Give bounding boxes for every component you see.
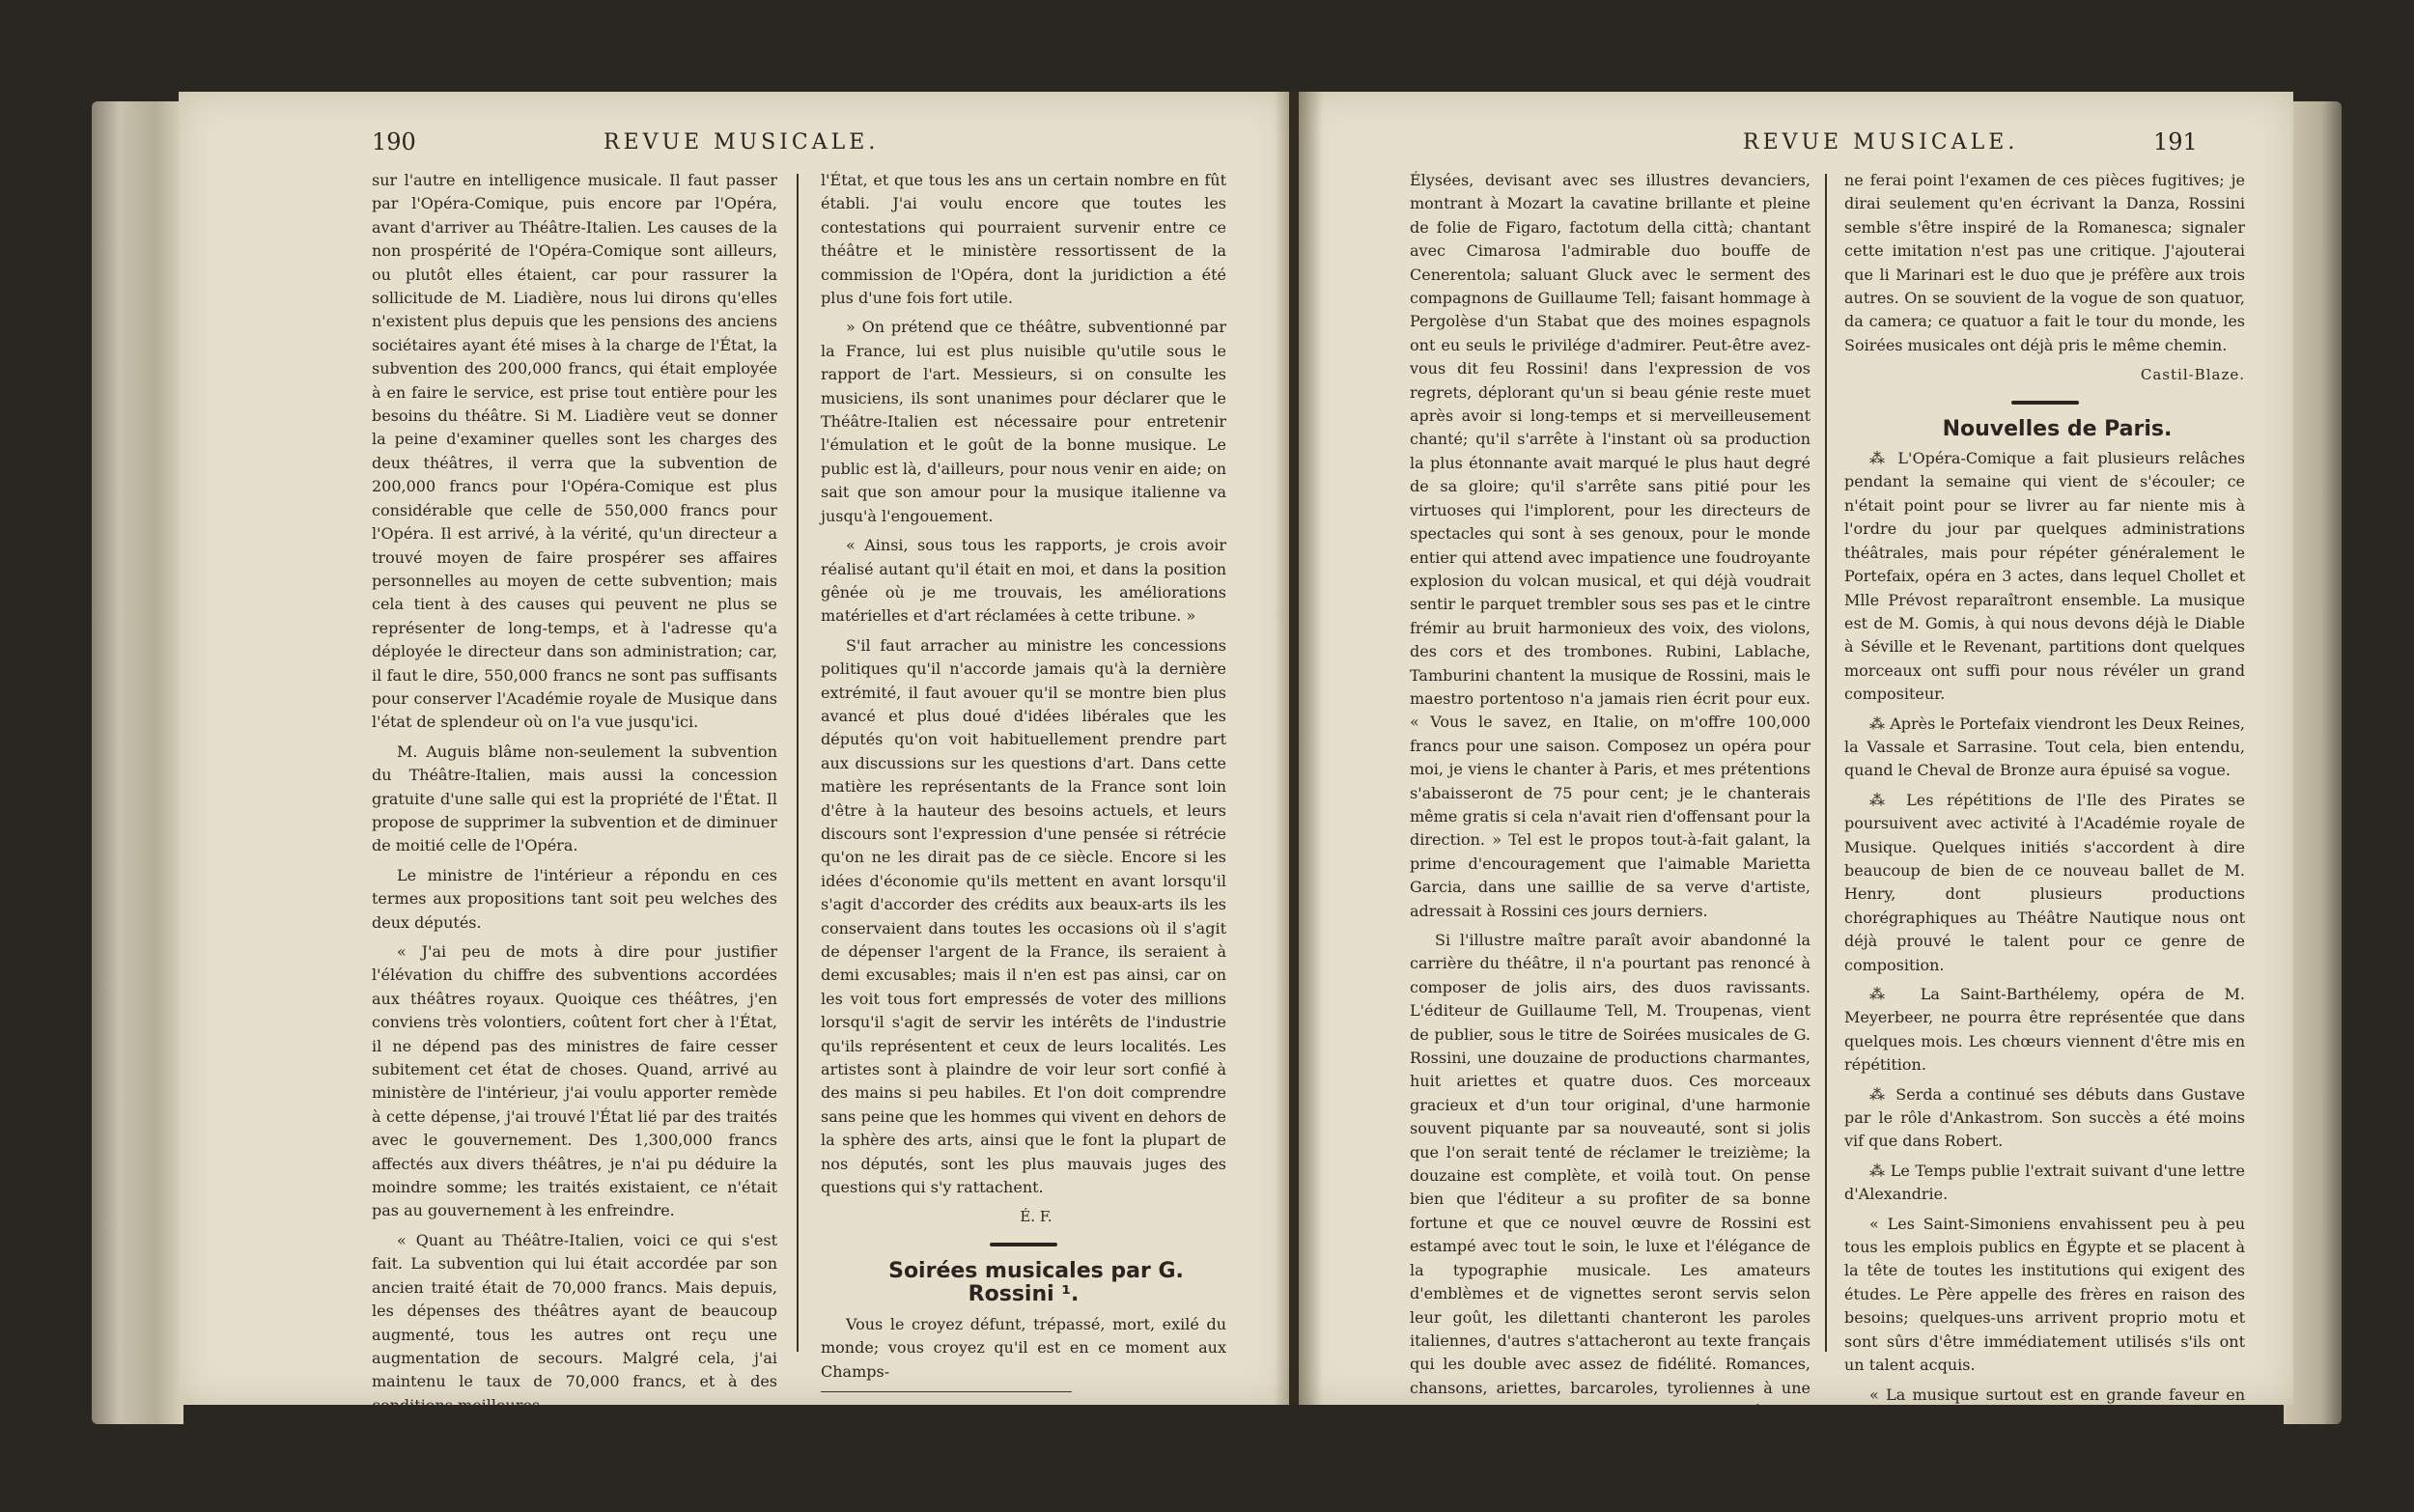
left-column-2 bbox=[821, 169, 1226, 1512]
paragraph: « J'ai peu de mots à dire pour justifier l'élévation du chiffre des subventions accordées aux théâtres royaux. Quoique ces théâtres, j'en conviens très volontiers, coûtent fort cher à l'État, il ne dépend pas des ministres de faire cesser subitement cet état de choses. Quand, arrivé au ministère de l'intérieur, j'ai voulu apporter remède à cette dépense, j'ai trouvé l'État lié par des traités avec le gouvernement. Des 1,300,000 francs affectés aux divers théâtres, je n'ai pu déduire la moindre somme; les traités existaient, ce n'était pas au gouvernement à les enfreindre. bbox=[372, 942, 777, 1220]
paragraph: « Ainsi, sous tous les rapports, je crois avoir réalisé autant qu'il était en moi, et dans la position gênée où je me trouvais, les améliorations matérielles et d'art réclamées à cette tribune. » bbox=[821, 536, 1226, 626]
news-item: ⁂ L'Opéra-Comique a fait plusieurs relâches pendant la semaine qui vient de s'écouler; ce n'était point pour se livrer au far niente mis à l'ordre du jour par quelques administrations théâtrales, mais pour répéter généralement le Portefaix, opéra en 3 actes, dans lequel Chollet et Mlle Prévost reparaîtront ensemble. La musique est de M. Gomis, à qui nous devons déjà le Diable à Séville et le Revenant, partitions dont quelques morceaux ont suffi pour nous révéler un grand compositeur. bbox=[1844, 449, 2245, 704]
news-item: « Les Saint-Simoniens envahissent peu à peu tous les emplois publics en Égypte et se placent à la tête de toutes les institutions qui exigent des études. Le Père appelle des frères en raison des besoins; quelques-uns arrivent proprio motu et sont sûrs d'être immédiatement utilisés s'ils ont un talent acquis. bbox=[1844, 1214, 2245, 1375]
footnotes bbox=[821, 1402, 1226, 1510]
signature: Castil-Blaze. bbox=[2140, 366, 2245, 384]
page-number: 190 bbox=[372, 128, 416, 155]
separator-ornament bbox=[990, 1243, 1057, 1246]
page-number: 191 bbox=[2153, 128, 2198, 155]
news-item: ⁂ Après le Portefaix viendront les Deux Reines, la Vassale et Sarrasine. Tout cela, bien entendu, quand le Cheval de Bronze aura épuisé sa vogue. bbox=[1844, 714, 2245, 780]
paragraph: Vous le croyez défunt, trépassé, mort, exilé du monde; vous croyez qu'il est en ce moment aux Champs- bbox=[821, 1314, 1226, 1381]
news-item: ⁂ Le Temps publie l'extrait suivant d'une lettre d'Alexandrie. bbox=[1844, 1161, 2245, 1204]
column-rule bbox=[1825, 174, 1827, 1352]
paragraph: « Quant au Théâtre-Italien, voici ce qui s'est fait. La subvention qui lui était accordée par son ancien traité était de 70,000 francs. Mais depuis, les dépenses des théâtres ayant de beaucoup augmenté, tous les autres ont reçu une augmentation de secours. Malgré cela, j'ai maintenu le taux de 70,000 francs, et à des conditions meilleures. bbox=[372, 1230, 777, 1414]
left-column-1 bbox=[372, 169, 777, 1499]
column-rule bbox=[797, 174, 799, 1352]
open-book bbox=[92, 92, 2342, 1506]
paragraph: » On prétend que ce théâtre, subventionné par la France, lui est plus nuisible qu'utile sous le rapport de l'art. Messieurs, si on consulte les musiciens, ils sont unanimes pour déclarer que le Théâtre-Italien est nécessaire pour entretenir l'émulation et le goût de la bonne musique. Le public est là, d'ailleurs, pour nous venir en aide; on sait que son amour pour la musique italienne va jusqu'à l'engouement. bbox=[821, 318, 1226, 525]
right-column-2 bbox=[1844, 169, 2245, 1483]
paragraph: « Autrefois les décorations étaient la propriété du directeur; j'ai exigé qu'elles devinssent la propriété de bbox=[372, 1425, 777, 1491]
page-edges-left bbox=[92, 101, 183, 1424]
news-item: « La musique surtout est en grande faveur en Égypte, grace aux nouveaux apôtres. Presque tous les soirs, au Caire, il y a grande soirée musicale chez Mme Clorinde bbox=[1844, 1385, 2245, 1474]
paragraph: Si l'illustre maître paraît avoir abandonné la carrière du théâtre, il n'a pourtant pas renoncé à composer de jolis airs, des duos ravissants. L'éditeur de Guillaume Tell, M. Troupenas, vient de publier, sous le titre de Soirées musicales de G. Rossini, une douzaine de productions charmantes, huit ariettes et quatre duos. Ces morceaux gracieux et d'un tour original, d'une harmonie souvent piquante par sa nouveauté, sont si jolis que l'on serait tenté de réclamer le treizième; la douzaine est complète, et voilà tout. On pense bien que l'éditeur a su profiter de sa bonne fortune et que ce nouvel œuvre de Rossini est estampé avec tout le soin, le luxe et l'élégance de la typographie musicale. Les amateurs d'emblèmes et de vignettes seront servis selon leur goût, les dilettanti chanteront les paroles italiennes, d'autres s'attacheront au texte français qui les double avec assez de fidélité. Romances, chansons, ariettes, barcaroles, tyroliennes à une ou deux voix, tels sont les sujets variés que l'auteur a traités avec la supériorité de son talent et la vivacité de son imagination toujours jeune et féconde. Je bbox=[1410, 931, 1810, 1492]
left-page bbox=[179, 92, 1289, 1506]
paragraph: Élysées, devisant avec ses illustres devanciers, montrant à Mozart la cavatine brillante et pleine de folie de Figaro, factotum della città; chantant avec Cimarosa l'admirable duo bouffe de Cenerentola; saluant Gluck avec le serment des compagnons de Guillaume Tell; faisant hommage à Pergolèse d'un Stabat que des moines espagnols ont eu seuls le privilége d'admirer. Peut-être avez-vous dit feu Rossini! dans l'expression de vos regrets, déplorant qu'un si beau génie reste muet après avoir si long-temps et si merveilleusement chanté; qu'il s'arrête à l'instant où sa production la plus étonnante avait marqué le plus haut degré de sa gloire; qu'il s'arrête sans pitié pour les virtuoses qui l'implorent, pour les directeurs de spectacles qui sont à ses genoux, pour le monde entier qui attend avec impatience une foudroyante explosion du volcan musical, et qui déjà voudrait sentir le parquet trembler sous ses pas et le cintre frémir au bruit harmonieux des voix, des violons, des cors et des trombones. Rubini, Lablache, Tamburini chantent la musique de Rossini, mais le maestro portentoso n'a jamais rien écrit pour eux. « Vous le savez, en Italie, on m'offre 100,000 francs pour une saison. Composez un opéra pour moi, je viens le chanter à Paris, et mes prétentions s'abaisseront de 75 pour cent; je le chanterais même gratis si cela n'avait rien d'offensant pour la direction. » Tel est le propos tout-à-fait galant, la prime d'encouragement que l'aimable Marietta Garcia, dans une saillie de sa verve d'artiste, adressait à Rossini ces jours derniers. bbox=[1410, 171, 1810, 920]
book-gutter bbox=[1275, 92, 1323, 1405]
separator-ornament bbox=[2011, 401, 2079, 405]
paragraph: M. Auguis blâme non-seulement la subvention du Théâtre-Italien, mais aussi la concession gratuite d'une salle qui est la propriété de l'État. Il propose de supprimer la subvention et de diminuer de moitié celle de l'Opéra. bbox=[372, 742, 777, 855]
news-item: ⁂ Serda a continué ses débuts dans Gustave par le rôle d'Ankastrom. Son succès a été moins vif que dans Robert. bbox=[1844, 1084, 2245, 1151]
news-item: ⁂ Les répétitions de l'Ile des Pirates se poursuivent avec activité à l'Académie royale de Musique. Quelques initiés s'accordent à dire beaucoup de bien de ce nouveau ballet de M. Henry, dont plusieurs productions chorégraphiques au Théâtre Nautique nous ont déjà prouvé le talent pour ce genre de composition. bbox=[1844, 790, 2245, 974]
section-title: Soirées musicales par G. Rossini ¹. bbox=[888, 1258, 1184, 1307]
footnote-rule bbox=[821, 1391, 1072, 1392]
right-column-1 bbox=[1410, 169, 1810, 1500]
paragraph: sur l'autre en intelligence musicale. Il faut passer par l'Opéra-Comique, puis encore par l'Opéra, avant d'arriver au Théâtre-Italien. Les causes de la non prospérité de l'Opéra-Comique sont ailleurs, ou plutôt elles étaient, car pour rassurer la sollicitude de M. Liadière, nous lui dirons qu'elles n'existent plus depuis que les pensions des anciens sociétaires ayant été mises à la charge de l'État, la subvention des 200,000 francs, qui était employée à en faire le service, est prise tout entière pour les besoins du théâtre. Si M. Liadière veut se donner la peine d'examiner quelles sont les charges des deux théâtres, il verra que la subvention de 200,000 francs pour l'Opéra-Comique est plus considérable que celle de 550,000 francs pour l'Opéra. Il est arrivé, à la vérité, qu'un directeur a trouvé moyen de faire prospérer ses affaires personnelles au moyen de cette subvention; mais cela tient à des causes qui peuvent ne plus se représenter de long-temps, et à l'adresse qu'a déployée le directeur dans son administration; car, il faut le dire, 550,000 francs ne sont pas suffisants pour conserver l'Académie royale de Musique dans l'état de splendeur où on l'a vue jusqu'ici. bbox=[372, 171, 777, 732]
running-head: REVUE MUSICALE. bbox=[1743, 130, 2019, 154]
running-head: REVUE MUSICALE. bbox=[604, 130, 880, 154]
paragraph: Le ministre de l'intérieur a répondu en ces termes aux propositions tant soit peu welches des deux députés. bbox=[372, 865, 777, 932]
news-item: ⁂ La Saint-Barthélemy, opéra de M. Meyerbeer, ne pourra être représentée que dans quelques mois. Les chœurs viennent d'être mis en répétition. bbox=[1844, 985, 2245, 1075]
paragraph: l'État, et que tous les ans un certain nombre en fût établi. J'ai voulu encore que toutes les contestations qui pourraient survenir entre ce théâtre et le ministère ressortissent de la commission de l'Opéra, dont la juridiction a été plus d'une fois fort utile. bbox=[821, 171, 1226, 308]
footnote: A Paris, au Dépôt central de la musique et de la librairie, rue des Filles-Saint-Thomas, n. 5, place de la Bourse. bbox=[821, 1470, 1226, 1506]
section-title: Nouvelles de Paris. bbox=[1942, 416, 2173, 441]
right-page bbox=[1299, 92, 2293, 1492]
footnote: (1) Huit ariettes et quatre duos italiens composés avec accompagnement de piano. — Prix net: 10 fr. broché, et 12 fr. relié. bbox=[821, 1404, 1226, 1462]
paragraph: S'il faut arracher au ministre les concessions politiques qu'il n'accorde jamais qu'à la dernière extrémité, il faut avouer qu'il se montre bien plus avancé et plus doué d'idées libérales que les députés qu'on voit habituellement prendre part aux discussions sur les questions d'art. Dans cette matière les représentants de la France sont loin d'être à la hauteur des besoins actuels, et leurs discours sont l'expression d'une pensée si rétrécie qu'on ne les dirait pas de ce siècle. Encore si les idées d'économie qu'ils mettent en avant lorsqu'il s'agit d'accorder des crédits aux beaux-arts ils les conservaient dans toutes les occasions où il s'agit de dépenser l'argent de la France, ils seraient à demi excusables; mais il n'en est pas ainsi, car on les voit tous fort empressés de voter des millions lorsqu'il s'agit de servir les intérêts de l'industrie qu'ils représentent et ceux de leurs localités. Les artistes sont à plaindre de voir leur sort confié à des mains si peu habiles. Et l'on doit comprendre sans peine que les hommes qui vivent en dehors de la sphère des arts, ainsi que le font la plupart de nos députés, sont les plus mauvais juges des questions qui s'y rattachent. bbox=[821, 635, 1226, 1197]
paragraph: ne ferai point l'examen de ces pièces fugitives; je dirai seulement qu'en écrivant la Danza, Rossini semble s'être inspiré de la Romanesca; signaler cette imitation n'est pas une critique. J'ajouterai que li Marinari est le duo que je préfère aux trois autres. On se souvient de la vogue de son quatuor, da camera; ce quatuor a fait le tour du monde, les Soirées musicales ont déjà pris le même chemin. bbox=[1844, 171, 2245, 354]
signature: É. F. bbox=[1020, 1208, 1053, 1226]
